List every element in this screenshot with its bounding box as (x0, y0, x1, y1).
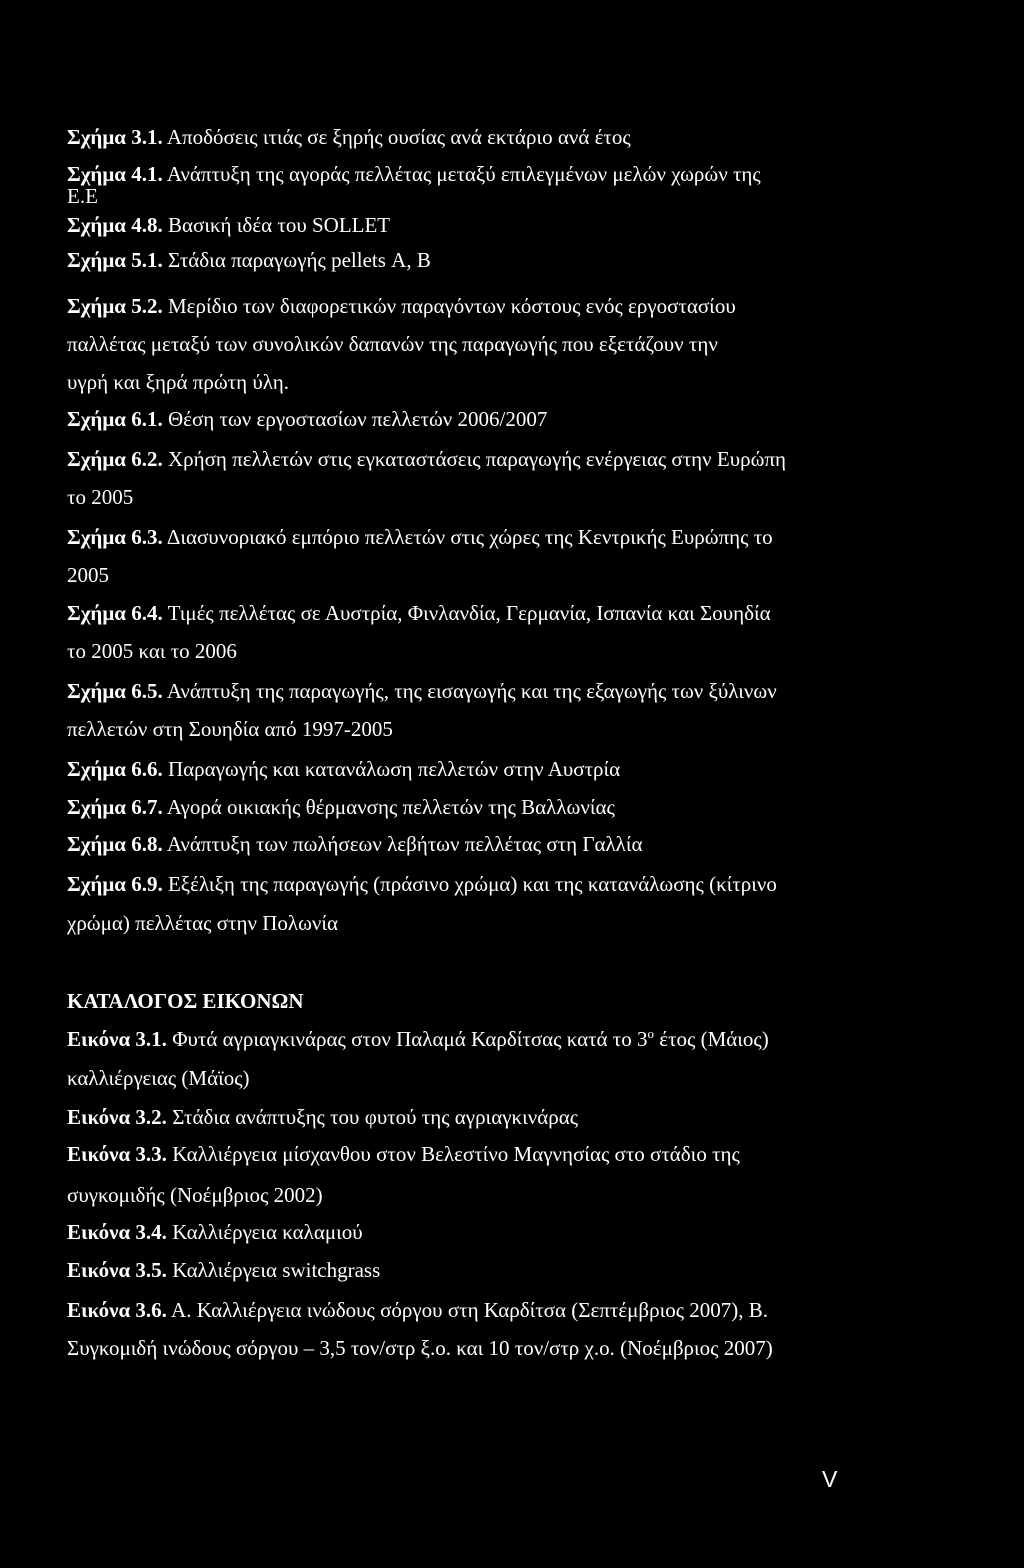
figure-caption: Αποδόσεις ιτιάς σε ξηρής ουσίας ανά εκτάριο ανά έτος (162, 125, 631, 149)
figure-caption: Τιμές πελλέτας σε Αυστρία, Φινλανδία, Γερμανία, Ισπανία και Σουηδία (162, 601, 771, 625)
image-caption: Καλλιέργεια switchgrass (166, 1258, 381, 1282)
figure-entry-3-1 (67, 124, 631, 150)
figure-label: Σχήμα 6.9. (67, 872, 163, 896)
figure-caption: Ανάπτυξη της παραγωγής, της εισαγωγής και της εξαγωγής των ξύλινων (162, 679, 777, 703)
figure-caption: Στάδια παραγωγής pellets Α, Β (162, 248, 431, 272)
figure-caption: Παραγωγής και κατανάλωση πελλετών στην Αυστρία (162, 757, 621, 781)
image-label: Εικόνα 3.3. (67, 1142, 167, 1166)
figure-entry-6-4 (67, 600, 771, 626)
figure-caption: Αγορά οικιακής θέρμανσης πελλετών της Βαλλωνίας (162, 795, 615, 819)
page-number: V (822, 1466, 838, 1492)
figure-label: Σχήμα 4.8. (67, 213, 163, 237)
figure-caption: Θέση των εργοστασίων πελλετών 2006/2007 (162, 407, 548, 431)
image-label: Εικόνα 3.1. (67, 1027, 167, 1051)
figure-entry-5-2 (67, 293, 736, 319)
image-caption: Καλλιέργεια καλαμιού (166, 1220, 363, 1244)
figure-caption: Διασυνοριακό εμπόριο πελλετών στις χώρες της Κεντρικής Ευρώπης το (162, 525, 773, 549)
image-entry-3-4 (67, 1219, 363, 1245)
image-caption: Στάδια ανάπτυξης του φυτού της αγριαγκινάρας (166, 1105, 579, 1129)
image-entry-3-1 (67, 1026, 769, 1052)
figure-label: Σχήμα 5.2. (67, 294, 163, 318)
image-label: Εικόνα 3.6. (67, 1298, 167, 1322)
figure-entry-5-2-cont: παλλέτας μεταξύ των συνολικών δαπανών της παραγωγής που εξετάζουν την (67, 332, 718, 356)
image-entry-3-6-cont: Συγκομιδή ινώδους σόργου – 3,5 τον/στρ ξ.ο. και 10 τον/στρ χ.ο. (Νοέμβριος 2007) (67, 1336, 773, 1360)
figure-entry-6-9 (67, 871, 777, 897)
figure-entry-6-5 (67, 678, 777, 704)
superscript: ο (647, 1026, 654, 1041)
figure-entry-6-5-cont: πελλετών στη Σουηδία από 1997-2005 (67, 717, 393, 741)
image-entry-3-2 (67, 1104, 578, 1130)
figure-entry-6-2 (67, 446, 786, 472)
figure-caption: Χρήση πελλετών στις εγκαταστάσεις παραγωγής ενέργειας στην Ευρώπη (162, 447, 786, 471)
image-entry-3-3 (67, 1141, 740, 1167)
image-caption: Φυτά αγριαγκινάρας στον Παλαμά Καρδίτσας κατά το 3 (166, 1027, 648, 1051)
image-entry-3-3-cont: συγκομιδής (Νοέμβριος 2002) (67, 1183, 323, 1207)
figure-entry-6-1 (67, 406, 547, 432)
figure-entry-6-4-cont: το 2005 και το 2006 (67, 639, 237, 663)
figure-label: Σχήμα 6.4. (67, 601, 163, 625)
image-entry-3-5 (67, 1257, 380, 1283)
figure-entry-4-1 (67, 161, 761, 187)
figure-entry-5-1 (67, 247, 431, 273)
figure-entry-6-9-cont: χρώμα) πελλέτας στην Πολωνία (67, 911, 339, 935)
images-list-heading: ΚΑΤΑΛΟΓΟΣ ΕΙΚΟΝΩΝ (67, 989, 304, 1013)
figure-entry-6-3 (67, 524, 773, 550)
figure-label: Σχήμα 6.6. (67, 757, 163, 781)
figure-entry-6-3-cont: 2005 (67, 563, 109, 587)
figure-caption: Εξέλιξη της παραγωγής (πράσινο χρώμα) και της κατανάλωσης (κίτρινο (162, 872, 777, 896)
figure-entry-5-2-cont2: υγρή και ξηρά πρώτη ύλη. (67, 370, 289, 394)
image-entry-3-6 (67, 1297, 768, 1323)
figure-label: Σχήμα 6.2. (67, 447, 163, 471)
figure-entry-4-1-cont: Ε.Ε (67, 184, 98, 208)
figure-label: Σχήμα 6.8. (67, 832, 163, 856)
image-caption-tail: έτος (Μάιος) (654, 1027, 769, 1051)
figure-label: Σχήμα 4.1. (67, 162, 163, 186)
image-caption: Α. Καλλιέργεια ινώδους σόργου στη Καρδίτσα (Σεπτέμβριος 2007), Β. (166, 1298, 769, 1322)
figure-label: Σχήμα 6.5. (67, 679, 163, 703)
image-label: Εικόνα 3.2. (67, 1105, 167, 1129)
figure-label: Σχήμα 6.1. (67, 407, 163, 431)
image-entry-3-1-cont: καλλιέργειας (Μάϊος) (67, 1066, 250, 1090)
figure-entry-6-7 (67, 794, 615, 820)
figure-caption: Ανάπτυξη της αγοράς πελλέτας μεταξύ επιλεγμένων μελών χωρών της (162, 162, 761, 186)
image-caption: Καλλιέργεια μίσχανθου στον Βελεστίνο Μαγνησίας στο στάδιο της (166, 1142, 740, 1166)
figure-caption: Ανάπτυξη των πωλήσεων λεβήτων πελλέτας στη Γαλλία (162, 832, 643, 856)
figure-label: Σχήμα 6.3. (67, 525, 163, 549)
figure-label: Σχήμα 5.1. (67, 248, 163, 272)
image-label: Εικόνα 3.4. (67, 1220, 167, 1244)
figure-caption: Μερίδιο των διαφορετικών παραγόντων κόστους ενός εργοστασίου (162, 294, 736, 318)
image-label: Εικόνα 3.5. (67, 1258, 167, 1282)
figure-entry-4-8 (67, 212, 390, 238)
figure-entry-6-2-cont: το 2005 (67, 485, 134, 509)
figure-caption: Βασική ιδέα του SOLLET (162, 213, 391, 237)
figure-entry-6-8 (67, 831, 643, 857)
figure-entry-6-6 (67, 756, 620, 782)
figure-label: Σχήμα 6.7. (67, 795, 163, 819)
figure-label: Σχήμα 3.1. (67, 125, 163, 149)
